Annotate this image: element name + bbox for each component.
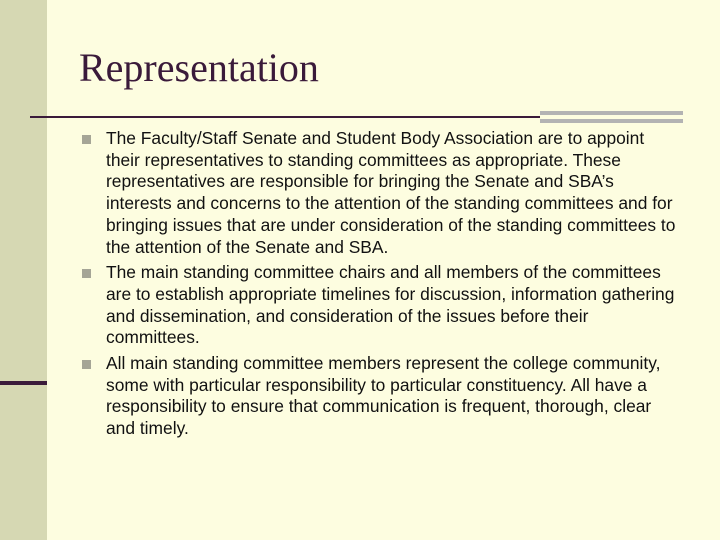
left-decorative-band [0,0,47,540]
bullet-text: All main standing committee members represent the college community, some with particular responsibility to particular constituency. All have a responsibility to ensure that communication is frequent, thorough, clear and timely. [106,353,661,439]
bullet-text: The Faculty/Staff Senate and Student Body Association are to appoint their representatives to standing committees as appropriate. These representatives are responsible for bringing the Senate and SBA’s interests and concerns to the attention of the standing committees and for bringing issues that are under consideration of the standing committees to the attention of the Senate and SBA. [106,128,676,257]
title-underline-accent [540,111,683,123]
bullet-list [80,128,680,444]
bullet-text: The main standing committee chairs and all members of the committees are to establish appropriate timelines for discussion, information gathering and dissemination, and consideration of the issues before their committees. [106,262,675,348]
bullet-item [80,353,680,440]
bullet-item [80,262,680,349]
title-underline [30,116,540,118]
slide-title: Representation [79,45,319,90]
bullet-item [80,128,680,258]
square-bullet-icon [82,269,91,278]
square-bullet-icon [82,360,91,369]
square-bullet-icon [82,135,91,144]
left-accent-bar [0,381,47,385]
